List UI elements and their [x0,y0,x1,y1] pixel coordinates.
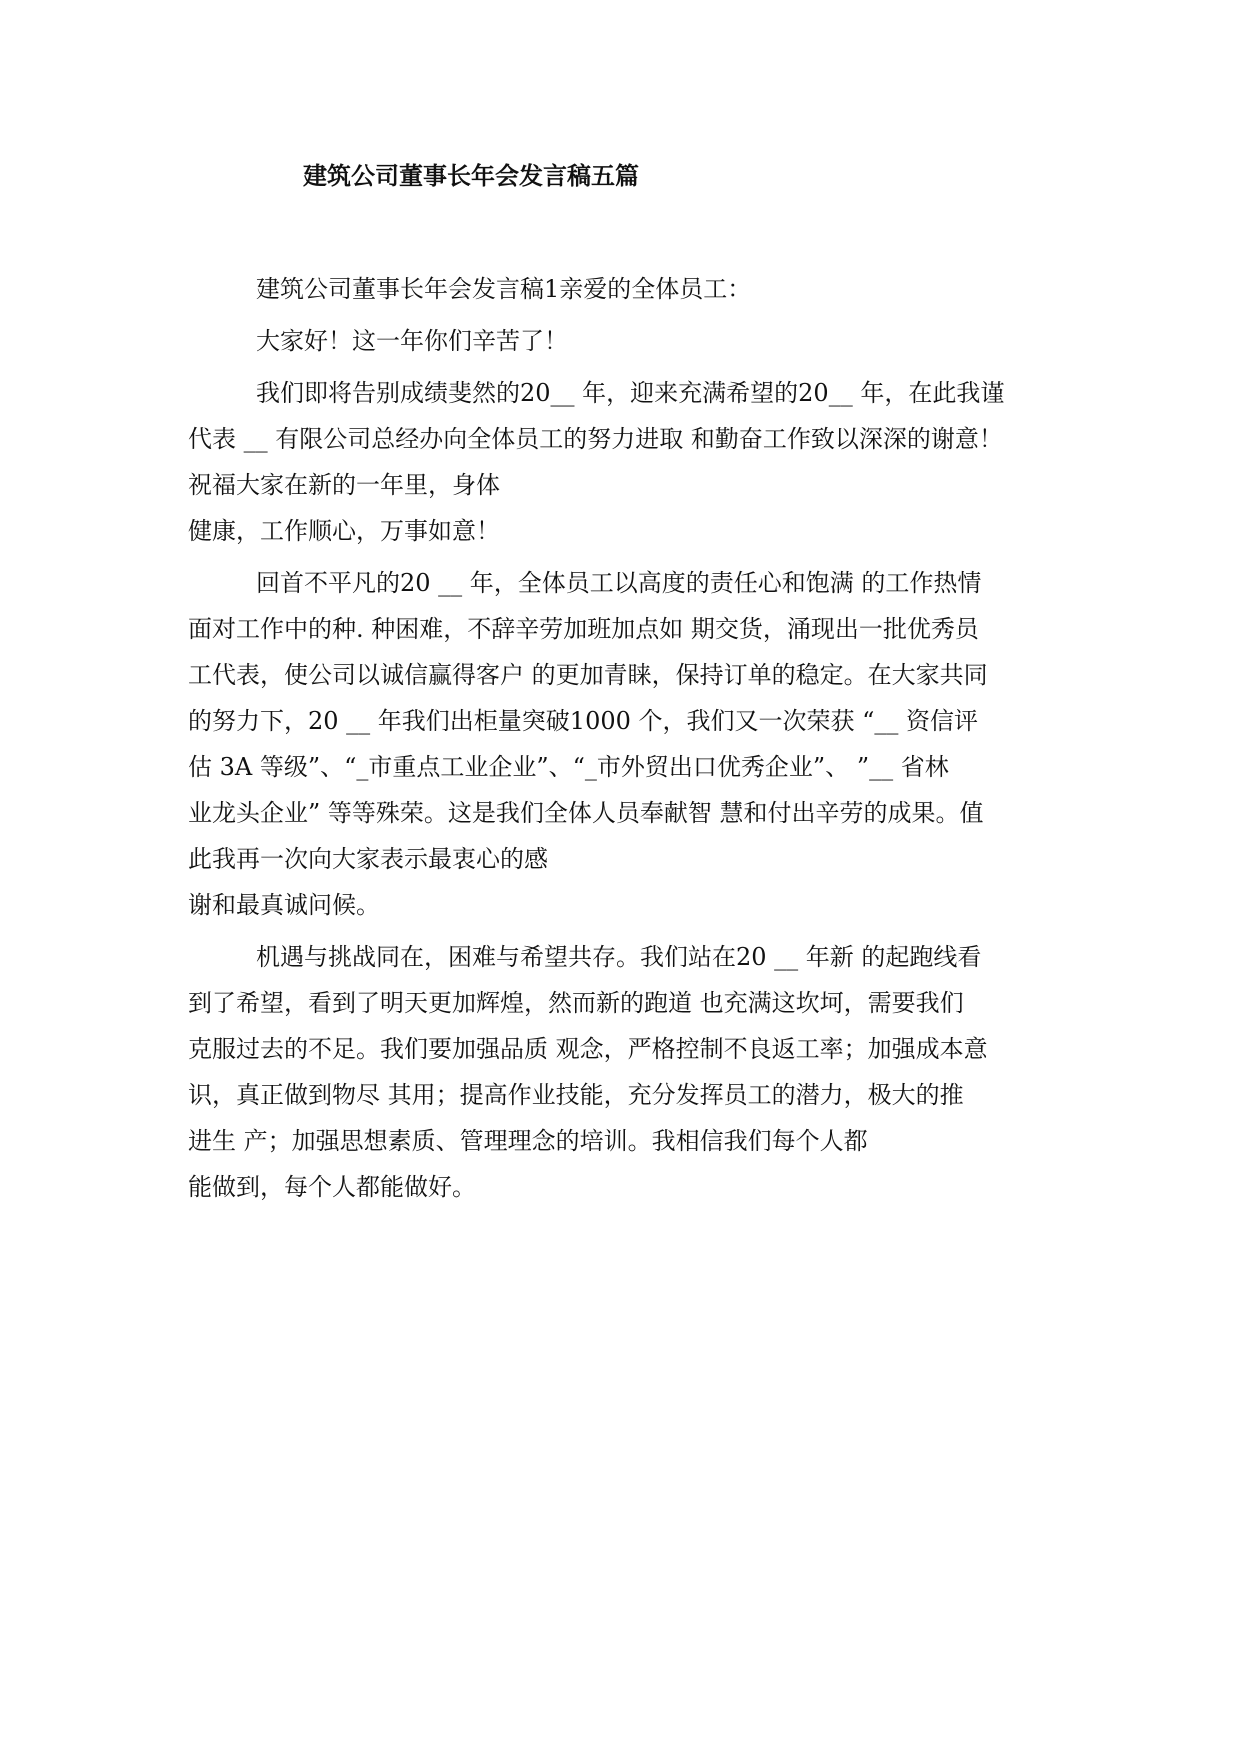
text-line: 健康，工作顺心，万事如意！ [188,517,500,545]
text-line: 识，真正做到物尽 其用；提高作业技能，充分发挥员工的潜力，极大的推 [188,1081,964,1109]
text-line: 祝福大家在新的一年里，身体 [188,471,500,499]
text-line: 的努力下，20 __ 年我们出柜量突破1000 个，我们又一次荣获 “__ 资信评 [188,707,979,735]
paragraph-outlook [188,934,1068,1210]
text-line: 代表 __ 有限公司总经办向全体员工的努力进取 和勤奋工作致以深深的谢意！ [188,425,1003,453]
document-body [188,266,1068,1216]
document-title: 建筑公司董事长年会发言稿五篇 [303,162,639,190]
paragraph-greeting [188,266,1068,312]
paragraph-hello [188,318,1068,364]
text-line: 估 3A 等级”、“_市重点工业企业”、“_市外贸出口优秀企业”、 ”__ 省林 [188,753,949,781]
paragraph-farewell [188,370,1068,554]
paragraph-review [188,560,1068,928]
text-line: 回首不平凡的20 __ 年，全体员工以高度的责任心和饱满 的工作热情 [256,569,982,597]
text-line: 此我再一次向大家表示最衷心的感 [188,845,548,873]
text-line: 能做到，每个人都能做好。 [188,1173,476,1201]
text-line: 谢和最真诚问候。 [188,891,380,919]
text-line: 到了希望，看到了明天更加辉煌，然而新的跑道 也充满这坎坷，需要我们 [188,989,964,1017]
text-line: 克服过去的不足。我们要加强品质 观念，严格控制不良返工率；加强成本意 [188,1035,988,1063]
text-line: 面对工作中的种. 种困难，不辞辛劳加班加点如 期交货，涌现出一批优秀员 [188,615,979,643]
text-line: 工代表，使公司以诚信赢得客户 的更加青睐，保持订单的稳定。在大家共同 [188,661,988,689]
text-line: 机遇与挑战同在，困难与希望共存。我们站在20 __ 年新 的起跑线看 [256,943,982,971]
text-line: 进生 产；加强思想素质、管理理念的培训。我相信我们每个人都 [188,1127,868,1155]
text-line: 我们即将告别成绩斐然的20__ 年，迎来充满希望的20__ 年，在此我谨 [256,379,1005,407]
text-line: 建筑公司董事长年会发言稿1亲爱的全体员工： [256,275,752,303]
text-line: 业龙头企业” 等等殊荣。这是我们全体人员奉献智 慧和付出辛劳的成果。值 [188,799,984,827]
text-line: 大家好！这一年你们辛苦了！ [256,327,568,355]
